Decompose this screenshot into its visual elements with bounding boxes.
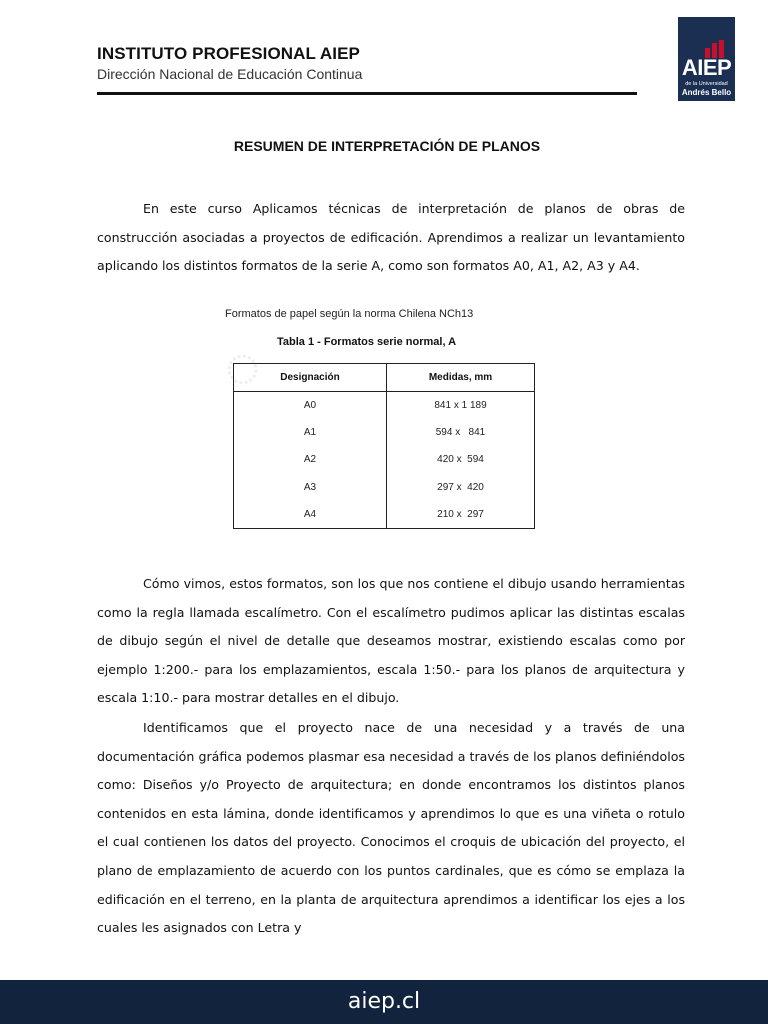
watermark-icon: ◌ bbox=[215, 329, 268, 404]
paragraph-2: Cómo vimos, estos formatos, son los que nos contiene el dibujo usando herramientas como la regla llamada escalímetro. Con el escalímetro pudimos aplicar las distintas escalas de dibujo según el nivel de detalle que deseamos mostrar, existiendo escalas como por ejemplo 1:200.- para los emplazamientos, escala 1:50.- para los planos de arquitectura y escala 1:10.- para mostrar detalles en el dibujo. bbox=[97, 576, 685, 706]
table-cell: A4 bbox=[234, 501, 387, 529]
table-cell: 420 x 594 bbox=[437, 454, 484, 466]
table-row bbox=[234, 446, 535, 473]
table-row bbox=[234, 392, 535, 420]
table-cell: 210 x 297 bbox=[437, 508, 484, 520]
table-row bbox=[234, 474, 535, 501]
table-cell: 841 x 1 189 bbox=[434, 400, 487, 412]
table-cell: 594 x 841 bbox=[435, 427, 486, 439]
paragraph-3: Identificamos que el proyecto nace de una necesidad y a través de una documentación gráfica podemos plasmar esa necesidad a través de los planos definiéndolos como: Diseños y/o Proyecto de arquitectura; en donde encontramos los distintos planos contenidos en esta lámina, donde identificamos y aprendimos lo que es una viñeta o rotulo el cual contienen los datos del proyecto. Conocimos el croquis de ubicación del proyecto, el plano de emplazamiento de acuerdo con los puntos cardinales, que es cómo se emplaza la edificación en el terreno, en la planta de arquitectura aprendimos a identificar los ejes a los cuales les asignados con Letra y bbox=[97, 720, 685, 936]
table-row bbox=[234, 419, 535, 446]
paragraph-1: En este curso Aplicamos técnicas de interpretación de planos de obras de construcción asociadas a proyectos de edificación. Aprendimos a realizar un levantamiento aplicando los distintos formatos de la serie A, como son formatos A0, A1, A2, A3 y A4. bbox=[97, 201, 685, 274]
table-cell: A0 bbox=[234, 392, 387, 420]
figure-caption: Formatos de papel según la norma Chilena NCh13 bbox=[225, 308, 474, 320]
institution-name: INSTITUTO PROFESIONAL AIEP bbox=[97, 44, 360, 63]
logo-wordmark: AIEP bbox=[681, 55, 732, 80]
footer-website-link[interactable]: aiep.cl bbox=[347, 989, 421, 1014]
aiep-logo bbox=[678, 17, 735, 101]
document-title: RESUMEN DE INTERPRETACIÓN DE PLANOS bbox=[233, 138, 541, 154]
table-title: Tabla 1 - Formatos serie normal, A bbox=[277, 336, 457, 348]
table-header-row bbox=[234, 364, 535, 392]
table-cell: A3 bbox=[234, 474, 387, 501]
table-cell: A1 bbox=[234, 419, 387, 446]
table-cell: A2 bbox=[234, 446, 387, 473]
logo-line1: de la Universidad bbox=[685, 81, 728, 87]
page-header bbox=[97, 44, 637, 83]
table-header-cell: Medidas, mm bbox=[387, 364, 535, 392]
table-row bbox=[234, 501, 535, 529]
paper-formats-table bbox=[233, 363, 535, 529]
table-cell: 297 x 420 bbox=[437, 481, 484, 493]
page-footer bbox=[0, 980, 768, 1024]
header-divider bbox=[97, 92, 637, 95]
institution-subtitle: Dirección Nacional de Educación Continua bbox=[97, 66, 363, 82]
logo-line2: Andrés Bello bbox=[681, 88, 732, 97]
table-header-cell: Designación bbox=[234, 364, 387, 392]
